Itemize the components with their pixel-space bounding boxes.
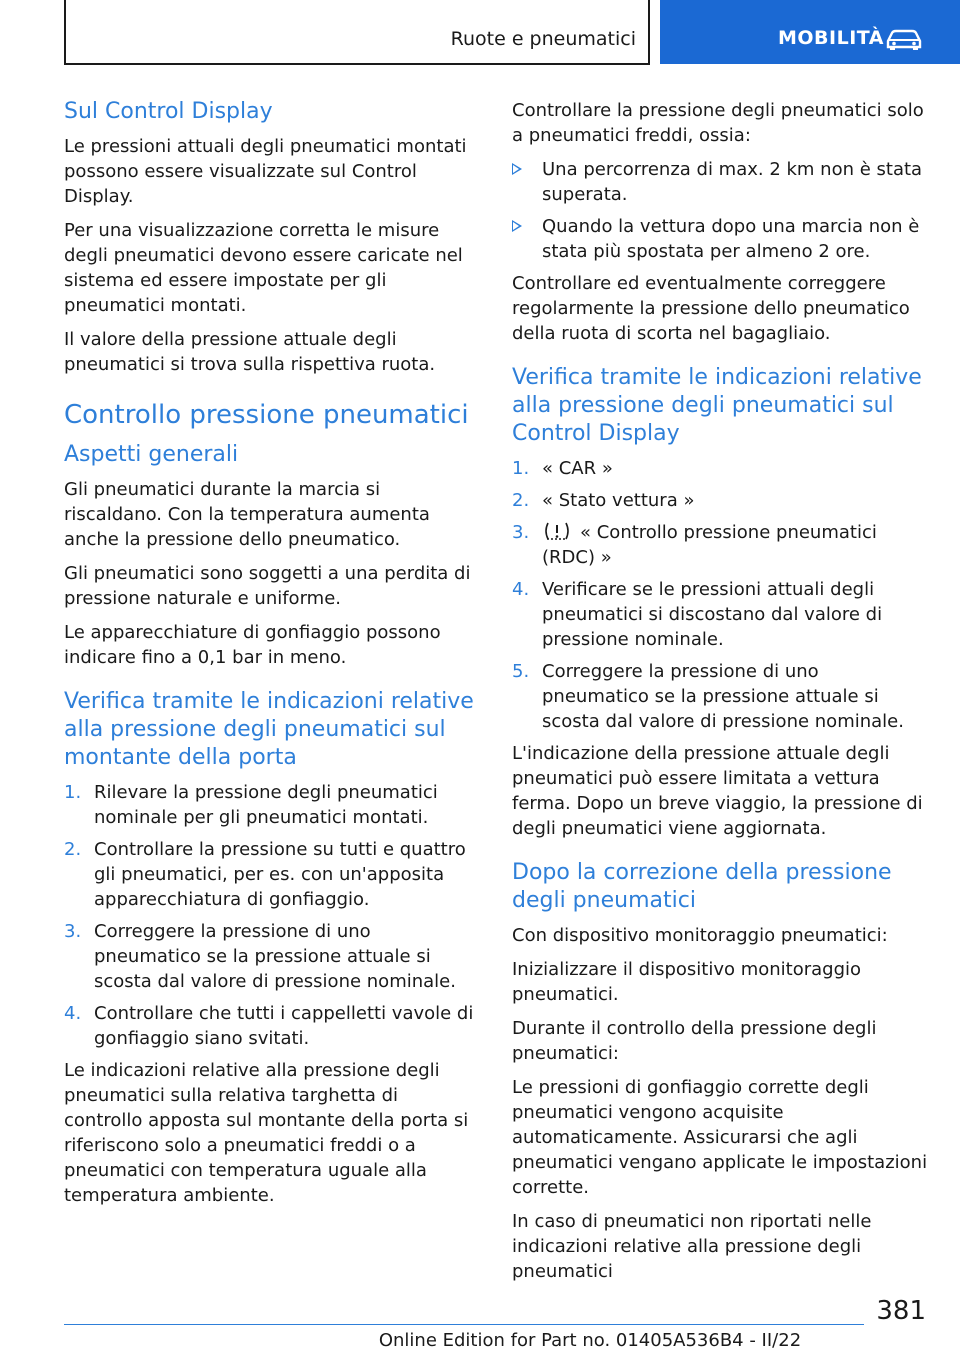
heading-verifica-control-display: Verifica tramite le indicazioni relative alla pressione degli pneumatici sul Control Display [512, 365, 922, 446]
steps-list-control-display [512, 456, 930, 734]
paragraph: Per una visualizzazione corretta le misure degli pneumatici devono essere caricate nel sistema ed essere impostate per gli pneumatici montati. [64, 220, 463, 316]
paragraph: Inizializzare il dispositivo monitoraggio pneumatici. [512, 959, 862, 1005]
step-text: Controllare la pressione su tutti e quattro gli pneumatici, per es. con un'apposita apparecchiatura di gonfiaggio. [94, 839, 466, 910]
paragraph: Controllare la pressione degli pneumatici solo a pneumatici freddi, ossia: [512, 100, 924, 146]
list-item [512, 520, 930, 570]
step-number: 4. [64, 1003, 82, 1024]
paragraph: Le indicazioni relative alla pressione degli pneumatici sulla relativa targhetta di controllo apposta sul montante della porta si riferiscono solo a pneumatici freddi o a pneumatici con temperatura uguale alla temperatura ambiente. [64, 1060, 469, 1206]
section-title: Ruote e pneumatici [450, 28, 636, 50]
bullet-triangle-icon [512, 220, 522, 232]
paragraph: Il valore della pressione attuale degli pneumatici si trova sulla rispettiva ruota. [64, 329, 436, 375]
step-text: Controllare che tutti i cappelletti vavole di gonfiaggio siano svitati. [94, 1003, 474, 1049]
step-number: 3. [64, 921, 82, 942]
paragraph: Le pressioni attuali degli pneumatici montati possono essere visualizzate sul Control Display. [64, 136, 467, 207]
heading-aspetti-generali: Aspetti generali [64, 442, 239, 467]
paragraph: Con dispositivo monitoraggio pneumatici: [512, 925, 888, 946]
bullet-text: Una percorrenza di max. 2 km non è stata superata. [542, 159, 923, 205]
bullet-text: Quando la vettura dopo una marcia non è stata più spostata per almeno 2 ore. [542, 216, 920, 262]
list-item [64, 919, 482, 994]
list-item [512, 456, 930, 481]
chapter-tab[interactable] [660, 0, 960, 64]
heading-dopo-correzione: Dopo la correzione della pressione degli pneumatici [512, 860, 892, 913]
list-item [512, 214, 930, 264]
page-number: 381 [876, 1296, 926, 1326]
header-left-rule [64, 0, 66, 64]
steps-list-montante [64, 780, 482, 1051]
tire-pressure-warning-icon [542, 521, 572, 541]
step-number: 1. [512, 458, 530, 479]
step-text: Rilevare la pressione degli pneumatici nominale per gli pneumatici montati. [94, 782, 438, 828]
paragraph: Controllare ed eventualmente correggere regolarmente la pressione dello pneumatico della ruota di scorta nel bagagliaio. [512, 273, 910, 344]
step-text: Correggere la pressione di uno pneumatico se la pressione attuale si scosta dal valore di pressione nominale. [542, 661, 904, 732]
footer-rule [64, 1324, 864, 1325]
paragraph: Gli pneumatici sono soggetti a una perdita di pressione naturale e uniforme. [64, 563, 471, 609]
paragraph: L'indicazione della pressione attuale degli pneumatici può essere limitata a vettura ferma. Dopo un breve viaggio, la pressione di degli pneumatici viene aggiornata. [512, 743, 923, 839]
paragraph: Gli pneumatici durante la marcia si riscaldano. Con la temperatura aumenta anche la pressione dello pneumatico. [64, 479, 430, 550]
header-bottom-rule [64, 63, 650, 65]
heading-controllo-pressione: Controllo pressione pneumatici [64, 400, 469, 430]
step-text: « CAR » [542, 458, 613, 479]
right-column [512, 98, 930, 1293]
chapter-title: MOBILITÀ [778, 27, 884, 49]
list-item [512, 488, 930, 513]
header-divider [648, 0, 650, 64]
step-text: « Stato vettura » [542, 490, 695, 511]
step-text: « Controllo pressione pneumatici (RDC) » [542, 522, 877, 568]
step-number: 1. [64, 782, 82, 803]
car-icon [884, 27, 924, 51]
step-number: 2. [64, 839, 82, 860]
step-number: 5. [512, 661, 530, 682]
bullet-triangle-icon [512, 163, 522, 175]
list-item [64, 780, 482, 830]
step-number: 4. [512, 579, 530, 600]
list-item [64, 837, 482, 912]
step-text: Verificare se le pressioni attuali degli pneumatici si discostano dal valore di pressione nominale. [542, 579, 883, 650]
paragraph: Durante il controllo della pressione degli pneumatici: [512, 1018, 877, 1064]
paragraph: Le pressioni di gonfiaggio corrette degli pneumatici vengono acquisite automaticamente. Assicurarsi che agli pneumatici vengano applicate le impostazioni corrette. [512, 1077, 928, 1198]
step-number: 2. [512, 490, 530, 511]
edition-note: Online Edition for Part no. 01405A536B4 - II/22 [378, 1330, 802, 1351]
step-number: 3. [512, 522, 530, 543]
paragraph: Le apparecchiature di gonfiaggio possono indicare fino a 0,1 bar in meno. [64, 622, 441, 668]
list-item [512, 157, 930, 207]
list-item [512, 659, 930, 734]
step-text: Correggere la pressione di uno pneumatico se la pressione attuale si scosta dal valore di pressione nominale. [94, 921, 456, 992]
list-item [512, 577, 930, 652]
page-header [0, 0, 960, 66]
heading-verifica-montante: Verifica tramite le indicazioni relative alla pressione degli pneumatici sul montante della porta [64, 689, 474, 770]
list-item [64, 1001, 482, 1051]
bullet-list [512, 157, 930, 264]
left-column [64, 98, 482, 1217]
paragraph: In caso di pneumatici non riportati nelle indicazioni relative alla pressione degli pneumatici [512, 1211, 872, 1282]
heading-sul-control-display: Sul Control Display [64, 99, 273, 124]
